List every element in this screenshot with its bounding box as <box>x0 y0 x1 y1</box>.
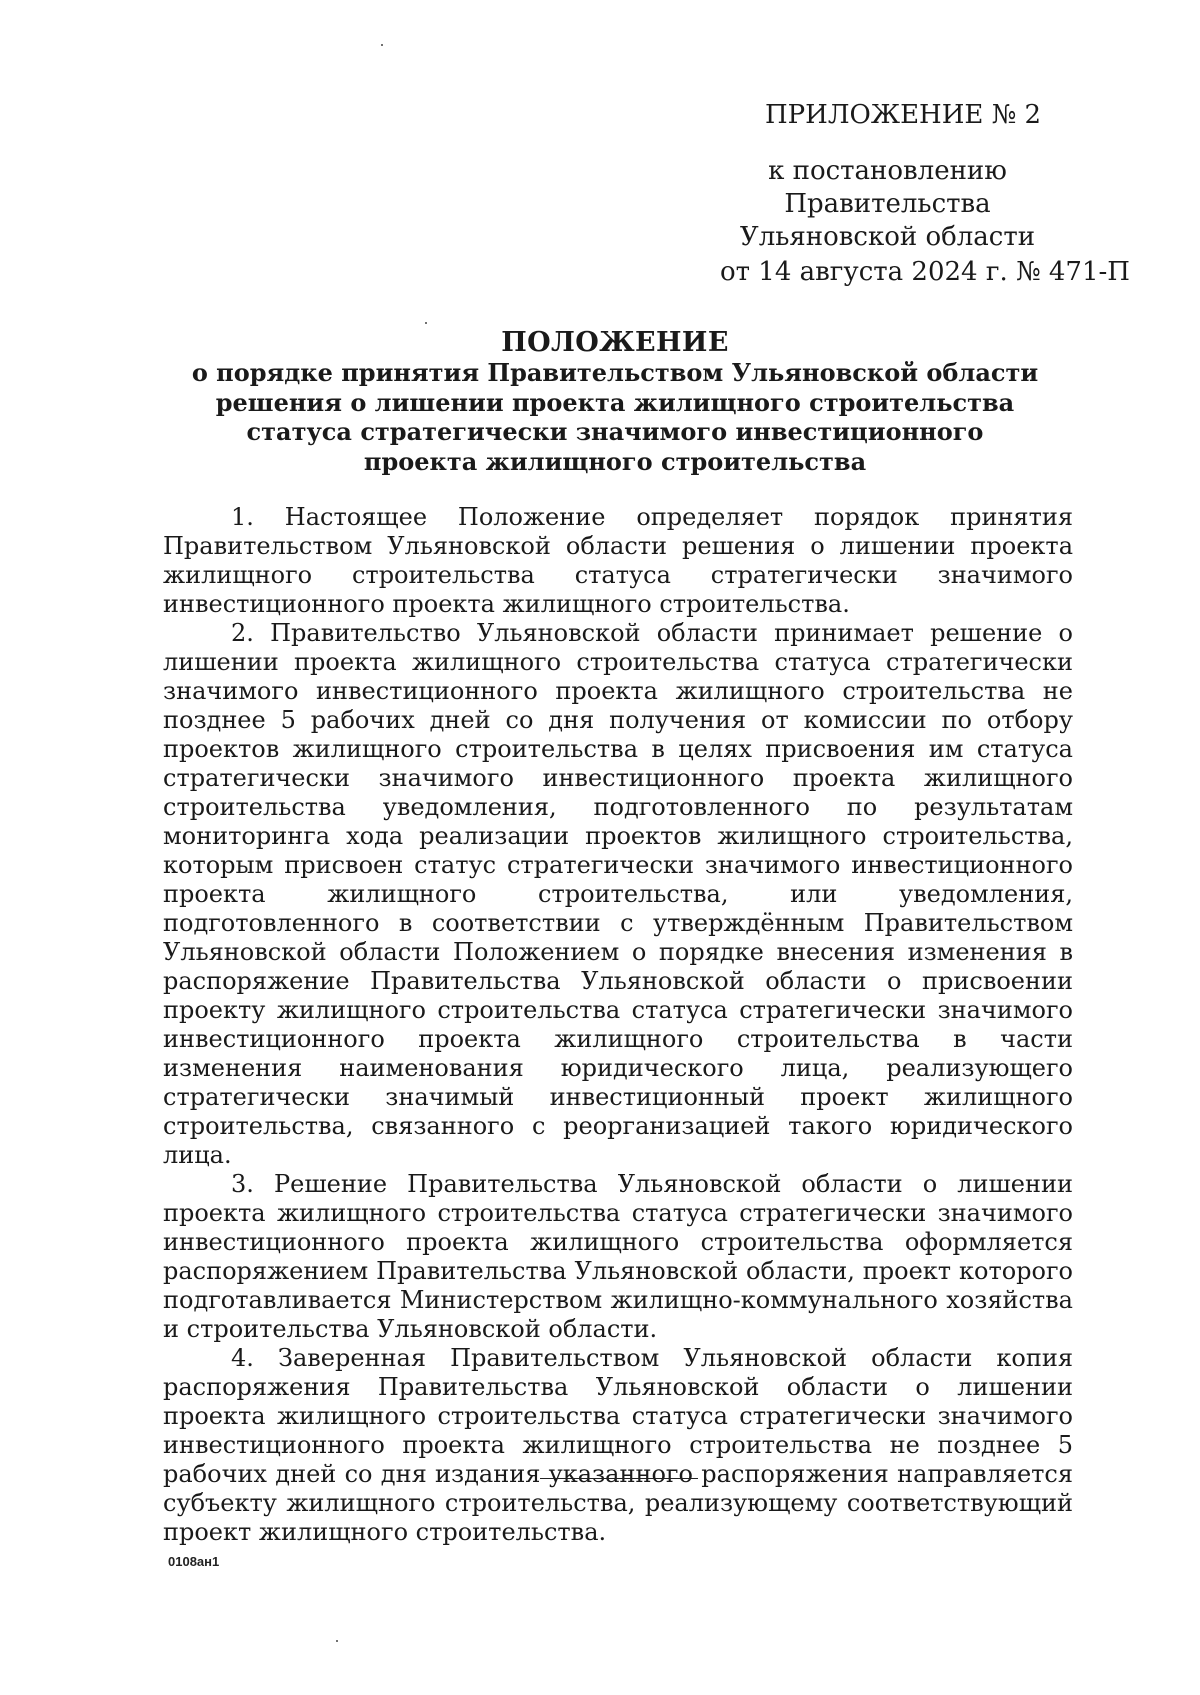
document-body <box>163 503 1073 1547</box>
appendix-reference <box>700 155 1075 254</box>
document-title: ПОЛОЖЕНИЕ <box>501 327 729 358</box>
appendix-title: ПРИЛОЖЕНИЕ № 2 <box>765 100 1042 130</box>
paragraph-4: 4. Заверенная Правительством Ульяновской области копия распоряжения Правительства Ульяновской области о лишении проекта жилищного строительства статуса стратегически значимого инвестиционного проекта жилищного строительства не позднее 5 рабочих дней со дня издания указанного распоряжения направляется субъекту жилищного строительства, реализующему соответствующий проект жилищного строительства. <box>163 1344 1073 1546</box>
footer-code: 0108ан1 <box>168 1554 220 1569</box>
subtitle-line: о порядке принятия Правительством Ульяновской области <box>191 358 1039 387</box>
scan-speck <box>336 1640 338 1642</box>
document-subtitle <box>170 358 1060 476</box>
scan-speck <box>425 322 427 324</box>
appendix-ref-line-2: Ульяновской области <box>739 222 1036 252</box>
subtitle-line: статуса стратегически значимого инвестиционного <box>246 417 984 446</box>
paragraph-1: 1. Настоящее Положение определяет порядок принятия Правительством Ульяновской области решения о лишении проекта жилищного строительства статуса стратегически значимого инвестиционного проекта жилищного строительства. <box>163 503 1073 618</box>
end-separator-line <box>540 1478 698 1479</box>
scan-speck <box>381 44 383 46</box>
subtitle-line: проекта жилищного строительства <box>363 446 867 476</box>
paragraph-3: 3. Решение Правительства Ульяновской области о лишении проекта жилищного строительства статуса стратегически значимого инвестиционного проекта жилищного строительства оформляется распоряжением Правительства Ульяновской области, проект которого подготавливается Министерством жилищно-коммунального хозяйства и строительства Ульяновской области. <box>163 1170 1073 1343</box>
paragraph-2: 2. Правительство Ульяновской области принимает решение о лишении проекта жилищного строительства статуса стратегически значимого инвестиционного проекта жилищного строительства не позднее 5 рабочих дней со дня получения от комиссии по отбору проектов жилищного строительства в целях присвоения им статуса стратегически значимого инвестиционного проекта жилищного строительства уведомления, подготовленного по результатам мониторинга хода реализации проектов жилищного строительства, которым присвоен статус стратегически значимого инвестиционного проекта жилищного строительства, или уведомления, подготовленного в соответствии с утверждённым Правительством Ульяновской области Положением о порядке внесения изменения в распоряжение Правительства Ульяновской области о присвоении проекту жилищного строительства статуса стратегически значимого инвестиционного проекта жилищного строительства в части изменения наименования юридического лица, реализующего стратегически значимый инвестиционный проект жилищного строительства, связанного с реорганизацией такого юридического лица. <box>163 619 1073 1169</box>
appendix-ref-line-1: к постановлению Правительства <box>768 156 1007 219</box>
subtitle-line: решения о лишении проекта жилищного строительства <box>215 387 1015 417</box>
appendix-date: от 14 августа 2024 г. № 471-П <box>720 257 1130 287</box>
